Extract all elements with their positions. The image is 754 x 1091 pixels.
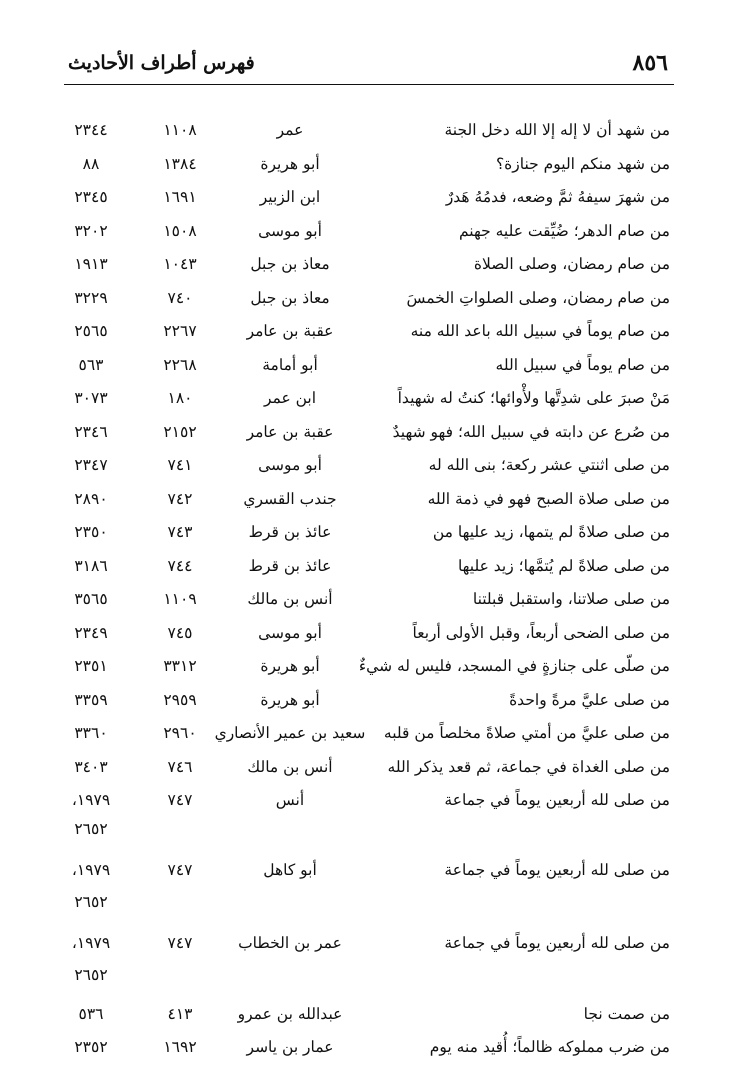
narrator-name: جندب القسري	[243, 489, 337, 508]
hadith-number: ١٦٩١	[163, 188, 197, 206]
index-row	[0, 998, 754, 1030]
hadith-number: ١٥٠٨	[163, 221, 197, 240]
index-row	[0, 1031, 754, 1063]
hadith-number: ٣٣١٢	[163, 657, 197, 675]
index-row	[0, 583, 754, 615]
narrator-name: أبو هريرة	[260, 154, 320, 173]
reference-number: ٢٣٥١	[74, 657, 108, 675]
narrator-name: أبو موسى	[258, 221, 322, 240]
index-row	[0, 215, 754, 247]
reference-number: ٣٢٢٩	[74, 288, 108, 307]
reference-number: ١٩٧٩،	[71, 861, 111, 879]
hadith-number: ٧٤٥	[167, 623, 193, 642]
narrator-name: عبدالله بن عمرو	[237, 1005, 343, 1023]
index-row	[0, 416, 754, 448]
narrator-name: أبو هريرة	[260, 657, 320, 675]
hadith-number: ١٣٨٤	[163, 154, 197, 173]
reference-number: ٢٦٥٢	[74, 966, 108, 984]
hadith-text: من صلى لله أربعين يوماً في جماعة	[444, 791, 670, 809]
hadith-text: من صام رمضان، وصلى الصلاة	[473, 255, 670, 273]
index-row	[0, 349, 754, 381]
hadith-number: ١١٠٩	[163, 590, 197, 608]
index-row	[0, 751, 754, 783]
hadith-number: ٤١٣	[167, 1005, 193, 1023]
index-row	[0, 114, 754, 146]
hadith-number: ٧٤٤	[167, 556, 193, 575]
index-row	[0, 717, 754, 749]
narrator-name: أنس	[275, 791, 305, 809]
hadith-text: من صام يوماً في سبيل الله	[495, 355, 670, 374]
index-row	[0, 650, 754, 682]
reference-number: ٢٦٥٢	[74, 820, 108, 838]
page-number: ٨٥٦	[632, 50, 668, 76]
reference-number: ٥٣٦	[78, 1005, 104, 1023]
index-row	[0, 813, 754, 845]
narrator-name: عقبة بن عامر	[246, 322, 334, 340]
narrator-name: سعيد بن عمير الأنصاري	[214, 724, 366, 742]
hadith-number: ٧٤٦	[167, 757, 193, 776]
reference-number: ٢٣٤٤	[74, 121, 108, 139]
hadith-text: من شهد منكم اليوم جنازة؟	[495, 154, 670, 173]
hadith-number: ٧٤٧	[167, 791, 193, 809]
hadith-text: من صلى عليَّ من أمتي صلاةً مخلصاً من قلبه	[383, 724, 670, 742]
index-row	[0, 382, 754, 414]
reference-number: ١٩٧٩،	[71, 791, 111, 809]
hadith-number: ٢٩٦٠	[163, 724, 197, 742]
index-row	[0, 784, 754, 816]
reference-number: ٣٢٠٢	[74, 221, 108, 240]
narrator-name: معاذ بن جبل	[250, 255, 330, 273]
hadith-number: ٢٩٥٩	[163, 690, 197, 709]
reference-number: ٣٣٥٩	[74, 690, 108, 709]
narrator-name: عائذ بن قرط	[248, 556, 332, 575]
hadith-number: ٧٤٢	[167, 489, 193, 508]
narrator-name: معاذ بن جبل	[250, 288, 330, 307]
index-row	[0, 449, 754, 481]
hadith-number: ١٨٠	[167, 389, 193, 407]
hadith-text: من صلى الضحى أربعاً، وقبل الأولى أربعاً	[412, 623, 670, 642]
reference-number: ٢٣٤٦	[74, 422, 108, 441]
reference-number: ٥٦٣	[78, 355, 104, 374]
hadith-number: ١٠٤٣	[163, 255, 197, 273]
reference-number: ٣١٨٦	[74, 556, 108, 575]
index-row	[0, 282, 754, 314]
hadith-text: من صام يوماً في سبيل الله باعد الله منه	[410, 322, 670, 340]
hadith-text: من صلى صلاتنا، واستقبل قبلتنا	[472, 590, 670, 608]
hadith-number: ١١٠٨	[163, 121, 197, 139]
narrator-name: ابن عمر	[263, 389, 317, 407]
hadith-number: ٧٤٧	[167, 861, 193, 879]
page-header	[64, 48, 674, 85]
hadith-text: مَنْ صبرَ على شدِتَّها ولأْوائها؛ كنتُ له شهيداً	[397, 389, 670, 407]
hadith-text: من صلى الغداة في جماعة، ثم قعد يذكر الله	[387, 757, 670, 776]
reference-number: ٨٨	[82, 154, 100, 173]
index-row	[0, 684, 754, 716]
reference-number: ٢٨٩٠	[74, 489, 108, 508]
hadith-number: ٢٢٦٨	[163, 355, 197, 374]
reference-number: ٣٥٦٥	[74, 590, 108, 608]
hadith-text: من صلى لله أربعين يوماً في جماعة	[444, 861, 670, 879]
narrator-name: عمر	[276, 121, 304, 139]
hadith-number: ٧٤٠	[167, 288, 193, 307]
hadith-text: من صام الدهر؛ ضُيِّقت عليه جهنم	[458, 221, 670, 240]
hadith-number: ٢٢٦٧	[163, 322, 197, 340]
hadith-number: ٢١٥٢	[163, 422, 197, 441]
narrator-name: أبو كاهل	[263, 861, 317, 879]
hadith-text: من صمت نجا	[583, 1005, 670, 1023]
hadith-text: من صلّى على جنازةٍ في المسجد، فليس له شيءٌ	[358, 657, 670, 675]
reference-number: ٣٠٧٣	[74, 389, 108, 407]
reference-number: ٣٣٦٠	[74, 724, 108, 742]
running-title: فهرس أطراف الأحاديث	[68, 52, 255, 74]
index-row	[0, 483, 754, 515]
reference-number: ٢٣٤٥	[74, 188, 108, 206]
hadith-text: من صلى عليَّ مرةً واحدةً	[509, 690, 670, 709]
hadith-text: من ضرب مملوكه ظالماً؛ أُقيد منه يوم	[429, 1038, 670, 1056]
hadith-text: من صلى صلاةً لم يُتمَّها؛ زيد عليها	[457, 556, 670, 575]
hadith-number: ٧٤١	[167, 456, 193, 474]
hadith-number: ٧٤٧	[167, 934, 193, 952]
index-row	[0, 550, 754, 582]
hadith-number: ١٦٩٢	[163, 1038, 197, 1056]
hadith-text: من صلى صلاة الصبح فهو في ذمة الله	[427, 489, 670, 508]
narrator-name: ابن الزبير	[259, 188, 321, 206]
reference-number: ١٩١٣	[74, 255, 108, 273]
reference-number: ٢٥٦٥	[74, 322, 108, 340]
reference-number: ٢٣٤٧	[74, 456, 108, 474]
hadith-text: من شهد أن لا إله إلا الله دخل الجنة	[444, 121, 670, 139]
index-row	[0, 315, 754, 347]
narrator-name: أنس بن مالك	[247, 590, 333, 608]
narrator-name: عمر بن الخطاب	[238, 934, 342, 952]
reference-number: ٢٣٥٠	[74, 523, 108, 541]
narrator-name: أبو هريرة	[260, 690, 320, 709]
narrator-name: أبو موسى	[258, 456, 322, 474]
index-row	[0, 516, 754, 548]
hadith-number: ٧٤٣	[167, 523, 193, 541]
index-row	[0, 854, 754, 886]
reference-number: ٢٣٤٩	[74, 623, 108, 642]
index-row	[0, 886, 754, 918]
hadith-text: من صام رمضان، وصلى الصلواتِ الخمسَ	[406, 288, 670, 307]
reference-number: ٢٣٥٢	[74, 1038, 108, 1056]
hadith-text: من صلى صلاةً لم يتمها، زيد عليها من	[432, 523, 670, 541]
index-row	[0, 181, 754, 213]
index-row	[0, 248, 754, 280]
hadith-text: من صُرع عن دابته في سبيل الله؛ فهو شهيدٌ	[392, 422, 670, 441]
narrator-name: عائذ بن قرط	[248, 523, 332, 541]
narrator-name: عقبة بن عامر	[246, 422, 334, 441]
index-row	[0, 927, 754, 959]
narrator-name: أبو أمامة	[262, 355, 318, 374]
hadith-text: من شهرَ سيفهُ ثمَّ وضعه، فدمُهُ هَدرٌ	[445, 188, 670, 206]
reference-number: ١٩٧٩،	[71, 934, 111, 952]
hadith-text: من صلى اثنتي عشر ركعة؛ بنى الله له	[428, 456, 670, 474]
reference-number: ٢٦٥٢	[74, 893, 108, 911]
index-row	[0, 959, 754, 991]
narrator-name: عمار بن ياسر	[246, 1038, 334, 1056]
hadith-text: من صلى لله أربعين يوماً في جماعة	[444, 934, 670, 952]
index-row	[0, 148, 754, 180]
reference-number: ٣٤٠٣	[74, 757, 108, 776]
narrator-name: أبو موسى	[258, 623, 322, 642]
narrator-name: أنس بن مالك	[247, 757, 333, 776]
index-row	[0, 617, 754, 649]
